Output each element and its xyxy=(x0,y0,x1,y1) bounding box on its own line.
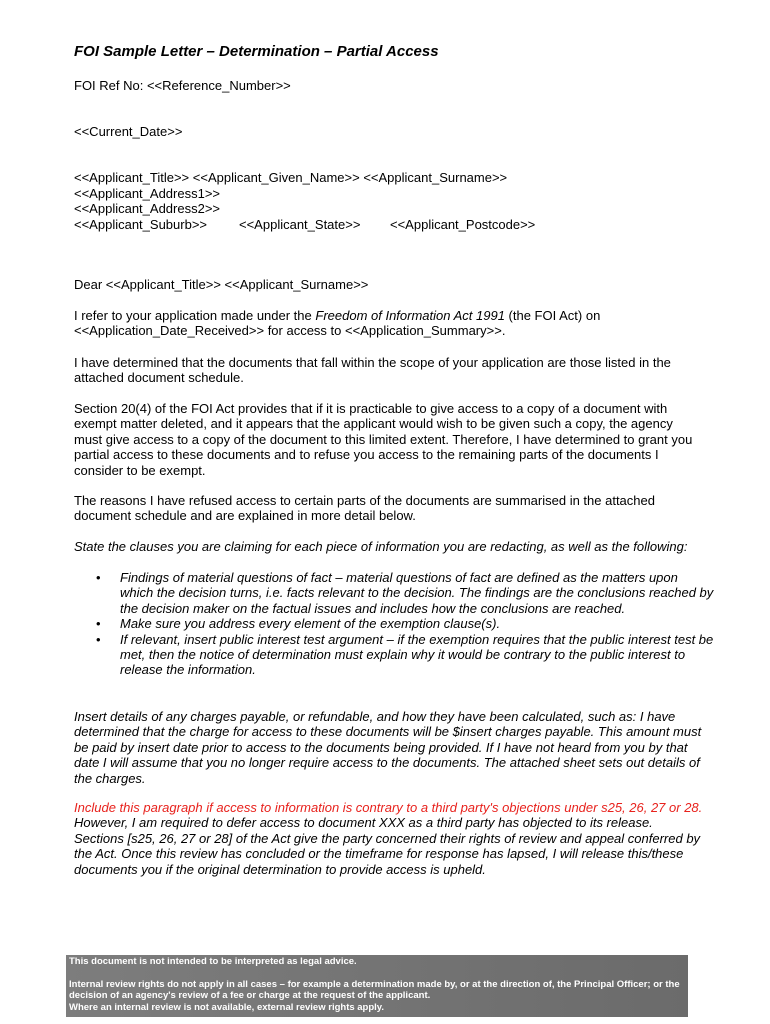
list-item-text: Make sure you address every element of the exemption clause(s). xyxy=(120,616,501,632)
document-title: FOI Sample Letter – Determination – Partial Access xyxy=(74,43,439,60)
address-state: <<Applicant_State>> xyxy=(239,216,361,232)
address-line-2: <<Applicant_Address2>> xyxy=(74,201,220,216)
list-item xyxy=(74,616,714,631)
salutation: Dear <<Applicant_Title>> <<Applicant_Surname>> xyxy=(74,277,369,292)
bullet-glyph: • xyxy=(96,631,101,647)
paragraph-third-party xyxy=(74,800,704,877)
address-suburb: <<Applicant_Suburb>> xyxy=(74,216,207,232)
address-line-1: <<Applicant_Address1>> xyxy=(74,185,220,201)
footer-external-review: Where an internal review is not available, external review rights apply. xyxy=(69,1001,385,1013)
footer-legal-advice: This document is not intended to be interpreted as legal advice. xyxy=(69,956,357,967)
list-item-text: If relevant, insert public interest test argument – if the exemption requires that the public interest test be met, then the notice of determination must explain why it would be contrary to the public interest to release the information. xyxy=(120,631,714,678)
third-party-text: However, I am required to defer access to document XXX as a third party has objected to its release. Sections [s25, 26, 27 or 28] of the Act give the party concerned their rights of review and appeal conferred by the Act. Once this review has concluded or the timeframe for response has lapsed, I will release this/these documents you if the original determination to provide access is upheld. xyxy=(74,815,701,877)
list-item xyxy=(74,632,714,678)
current-date: <<Current_Date>> xyxy=(74,124,183,139)
address-name-line: <<Applicant_Title>> <<Applicant_Given_Name>> <<Applicant_Surname>> xyxy=(74,170,508,185)
address-postcode: <<Applicant_Postcode>> xyxy=(390,216,536,232)
list-item xyxy=(74,570,714,616)
paragraph-scope: I have determined that the documents that fall within the scope of your application are those listed in the attached document schedule. xyxy=(74,355,671,386)
address-locality-line xyxy=(74,217,535,233)
paragraph-reference xyxy=(74,308,704,339)
instruction-bullet-list xyxy=(74,570,714,678)
reference-line: FOI Ref No: <<Reference_Number>> xyxy=(74,78,291,93)
act-name: Freedom of Information Act 1991 xyxy=(315,308,505,323)
paragraph-reference-text: I refer to your application made under the xyxy=(74,308,316,323)
legal-footer-box xyxy=(66,955,688,1017)
paragraph-clauses-instruction: State the clauses you are claiming for each piece of information you are redacting, as well as the following: xyxy=(74,539,688,554)
list-item-text: Findings of material questions of fact – material questions of fact are defined as the matters upon which the decision turns, i.e. facts relevant to the decision. The findings are the conclusions reached by the decision maker on the factual issues and includes how the conclusions are reached. xyxy=(120,570,714,616)
bullet-glyph: • xyxy=(96,616,101,632)
third-party-instruction: Include this paragraph if access to information is contrary to a third party's objections under s25, 26, 27 or 28. xyxy=(74,800,703,815)
paragraph-section-20-4: Section 20(4) of the FOI Act provides that if it is practicable to give access to a copy of a document with exempt matter deleted, and it appears that the applicant would wish to be given such a copy, the agency must give access to a copy of the document to this limited extent. Therefore, I have determined to grant you partial access to these documents and to refuse you access to the remaining parts of the documents I consider to be exempt. xyxy=(74,401,693,478)
paragraph-reasons: The reasons I have refused access to certain parts of the documents are summarised in the attached document schedule and are explained in more detail below. xyxy=(74,493,655,524)
paragraph-charges: Insert details of any charges payable, or refundable, and how they have been calculated, such as: I have determined that the charge for access to these documents will be $insert charges payable. This amount must be paid by insert date prior to access to the documents being provided. If I have not heard from you by that date I will assume that you no longer require access to the documents. The attached sheet sets out details of the charges. xyxy=(74,709,702,786)
footer-internal-review: Internal review rights do not apply in all cases – for example a determination made by, or at the direction of, the Principal Officer; or the decision of an agency's review of a fee or charge at the request of the applicant. xyxy=(69,978,680,1002)
bullet-glyph: • xyxy=(96,570,101,585)
paragraph-reference-text-2: (the FOI Act) on <<Application_Date_Received>> for access to <<Application_Summary>>. xyxy=(74,308,601,339)
